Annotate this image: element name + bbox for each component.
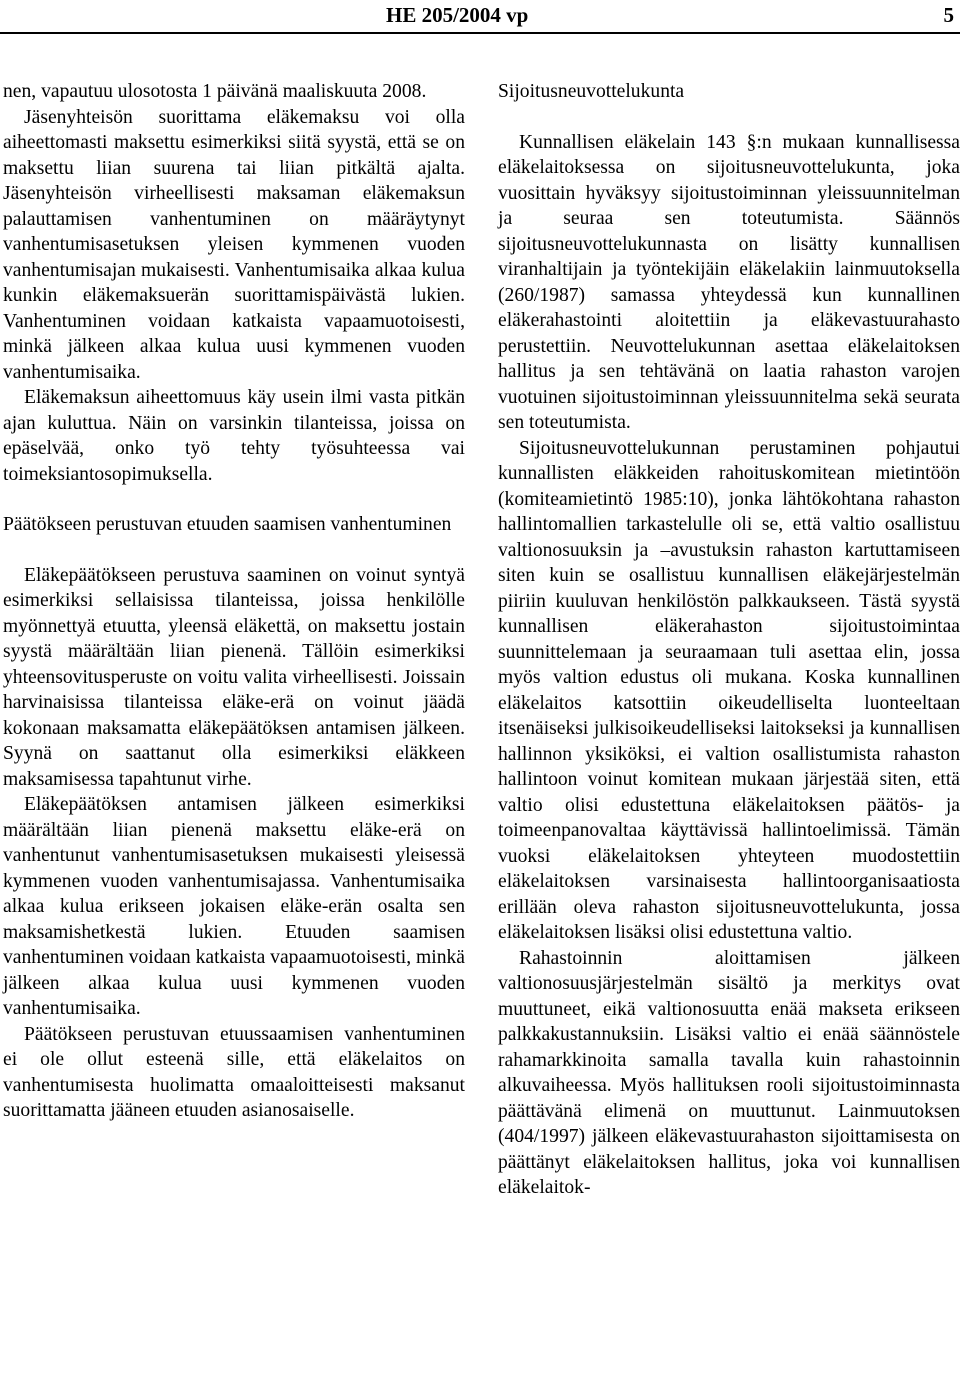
paragraph: Päätökseen perustuvan etuussaamisen vanhentuminen ei ole ollut esteenä sille, että eläkelaitos on vanhentumisesta huolimatta omaaloitteisesti maksanut suorittamatta jääneen etuuden asianosaiselle. (3, 1023, 465, 1121)
right-column (498, 79, 960, 1201)
header-divider (0, 32, 960, 34)
spacer (498, 105, 960, 130)
left-column (3, 79, 465, 1124)
page-number: 5 (943, 3, 954, 27)
paragraph: nen, vapautuu ulosotosta 1 päivänä maaliskuuta 2008. (3, 81, 427, 102)
paragraph: Jäsenyhteisön suorittama eläkemaksu voi olla aiheettomasti maksettu esimerkiksi siitä syystä, että se on maksettu liian suurena tai liian pitkältä ajalta. Jäsenyhteisön virheellisesti maksaman eläkemaksun palauttamisen vanhentuminen on määräytynyt vanhentumisasetuksen yleisen kymmenen vuoden vanhentumisajan mukaisesti. Vanhentumisaika alkaa kulua kunkin eläkemaksuerän suorittamispäivästä lukien. Vanhentuminen voidaan katkaista vapaamuotoisesti, minkä jälkeen alkaa kulua uusi kymmenen vuoden vanhentumisaika. (3, 106, 465, 383)
paragraph: Eläkepäätöksen antamisen jälkeen esimerkiksi määrältään liian pienenä maksettu eläke-erä on vanhentunut vanhentumisasetuksen mukaisesti yleisessä kymmenen vuoden vanhentumisajassa. Vanhentumisaika alkaa kulua erikseen jokaisen eläke-erän osalta sen maksamishetkestä lukien. Etuuden saamisen vanhentuminen voidaan katkaista vapaamuotoisesti, minkä jälkeen alkaa kulua uusi kymmenen vuoden vanhentumisaika. (3, 794, 465, 1019)
paragraph: Eläkemaksun aiheettomuus käy usein ilmi vasta pitkän ajan kuluttua. Näin on varsinkin tilanteissa, joissa on epäselvää, onko työ tehty työsuhteessa vai toimeksiantosopimuksella. (3, 387, 465, 485)
section-heading: Sijoitusneuvottelukunta (498, 81, 685, 102)
paragraph: Sijoitusneuvottelukunnan perustaminen pohjautui kunnallisten eläkkeiden rahoituskomitean mietintöön (komiteamietintö 1985:10), jonka lähtökohtana rahaston hallintomallien tarkastelulle oli se, että valtio osallistuu valtionosuuksin ja –avustuksin rahaston kartuttamiseen siten kuin se osallistuu kunnallisen eläkejärjestelmän piiriin kuuluvan henkilöstön palkkaukseen. Tästä syystä kunnallisen eläkerahaston sijoitustoimintaa suunnittelemaan ja seuraamaan tuli asettaa elin, jossa myös valtion edustus oli mukana. Koska kunnallinen eläkelaitos katsottiin oikeudelliselta luonteeltaan itsenäiseksi julkisoikeudelliseksi laitokseksi ja kunnallisen hallinnon yksiköksi, ei valtion osallistumista rahaston hallintoon voinut komitean mukaan järjestää siten, että valtio olisi edustettuna eläkelaitoksen päätös- ja toimeenpanovaltaa käyttävissä hallintoelimissä. Tämän vuoksi eläkelaitoksen yhteyteen muodostettiin eläkelaitoksen varsinaisesta hallintoorganisaatiosta erillään oleva rahaston sijoitusneuvottelukunta, jossa eläkelaitoksen lisäksi olisi edustettuna valtio. (498, 437, 960, 943)
page-header (0, 0, 960, 30)
document-title: HE 205/2004 vp (386, 3, 529, 27)
paragraph: Rahastoinnin aloittamisen jälkeen valtionosuusjärjestelmän sisältö ja merkitys ovat muuttuneet, eikä valtionosuutta enää makseta erikseen palkkakustannuksiin. Lisäksi valtio ei enää säännöstele rahamarkkinoita samalla tavalla kuin rahastoinnin alkuvaiheessa. Myös hallituksen rooli sijoitustoiminnasta päättävänä elimenä on muuttunut. Lainmuutoksen (404/1997) jälkeen eläkevastuurahaston sijoittamisesta on päättänyt eläkelaitoksen hallitus, joka voi kunnallisen eläkelaitok- (498, 947, 960, 1198)
paragraph: Eläkepäätökseen perustuva saaminen on voinut syntyä esimerkiksi sellaisissa tilanteissa, joissa henkilölle myönnettyä etuutta, yleensä eläkettä, on maksettu jostain syystä määrältään liian pienenä. Tällöin esimerkiksi yhteensovitusperuste on voitu valita virheellisesti. Joissain harvinaisissa tilanteissa eläke-erä on voinut jäädä kokonaan maksamatta eläkepäätöksen antamisen jälkeen. Syynä on saattanut olla esimerkiksi eläkkeen maksamisessa tapahtunut virhe. (3, 564, 465, 790)
spacer (3, 487, 465, 512)
section-heading: Päätökseen perustuvan etuuden saamisen vanhentuminen (3, 514, 452, 535)
paragraph: Kunnallisen eläkelain 143 §:n mukaan kunnallisessa eläkelaitoksessa on sijoitusneuvottelukunta, joka vuosittain hyväksyy sijoitustoiminnan yleissuunnitelman ja seuraa sen toteutumista. Säännös sijoitusneuvottelukunnasta on lisätty kunnallisen viranhaltijain ja työntekijäin eläkelakiin lainmuutoksella (260/1987) samassa yhteydessä kun kunnallinen eläkerahastointi aloitettiin ja eläkevastuurahasto perustettiin. Neuvottelukunnan asettaa eläkelaitoksen hallitus ja sen tehtävänä on laatia rahaston varojen vuotuinen sijoitustoiminnan yleissuunnitelma sekä seurata sen toteutumista. (498, 131, 960, 433)
spacer (3, 538, 465, 563)
